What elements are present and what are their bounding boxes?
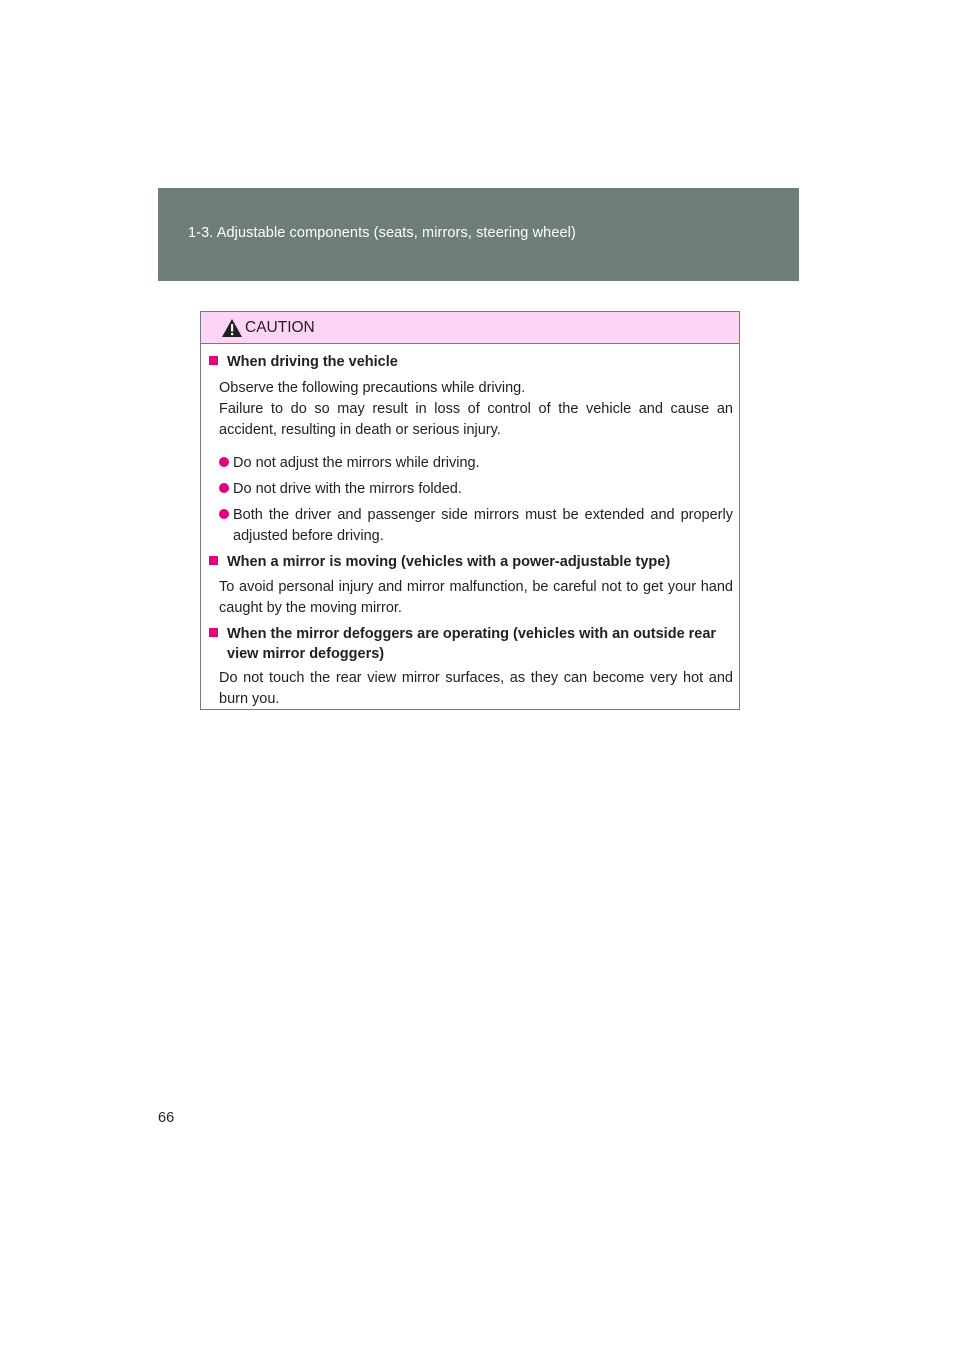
caution-label: CAUTION bbox=[245, 319, 315, 336]
page-number: 66 bbox=[158, 1110, 175, 1126]
section-title: 1-3. Adjustable components (seats, mirrors, steering wheel) bbox=[188, 225, 576, 241]
round-bullet-icon bbox=[219, 457, 229, 467]
round-bullet-icon bbox=[219, 509, 229, 519]
caution-box bbox=[200, 311, 740, 710]
paragraph: To avoid personal injury and mirror malfunction, be careful not to get your hand caught by the moving mirror. bbox=[219, 579, 733, 616]
paragraph: Failure to do so may result in loss of control of the vehicle and cause an accident, resulting in death or serious injury. bbox=[219, 401, 733, 438]
paragraph: Do not touch the rear view mirror surfaces, as they can become very hot and burn you. bbox=[219, 670, 733, 707]
section-heading-text: When the mirror defoggers are operating (vehicles with an outside rear view mirror defoggers) bbox=[227, 626, 717, 662]
section-header-band bbox=[158, 188, 799, 281]
round-bullet-icon bbox=[219, 483, 229, 493]
warning-triangle-icon bbox=[221, 318, 243, 338]
section-heading-text: When a mirror is moving (vehicles with a power-adjustable type) bbox=[227, 554, 671, 570]
square-bullet-icon bbox=[209, 628, 218, 637]
paragraph: Observe the following precautions while driving. bbox=[219, 380, 526, 396]
section-heading-text: When driving the vehicle bbox=[227, 354, 398, 370]
square-bullet-icon bbox=[209, 556, 218, 565]
bullet-text: Do not adjust the mirrors while driving. bbox=[233, 455, 480, 471]
bullet-text: Do not drive with the mirrors folded. bbox=[233, 481, 462, 497]
caution-header bbox=[201, 312, 739, 344]
square-bullet-icon bbox=[209, 356, 218, 365]
bullet-text: Both the driver and passenger side mirrors must be extended and properly adjusted before driving. bbox=[233, 507, 733, 544]
